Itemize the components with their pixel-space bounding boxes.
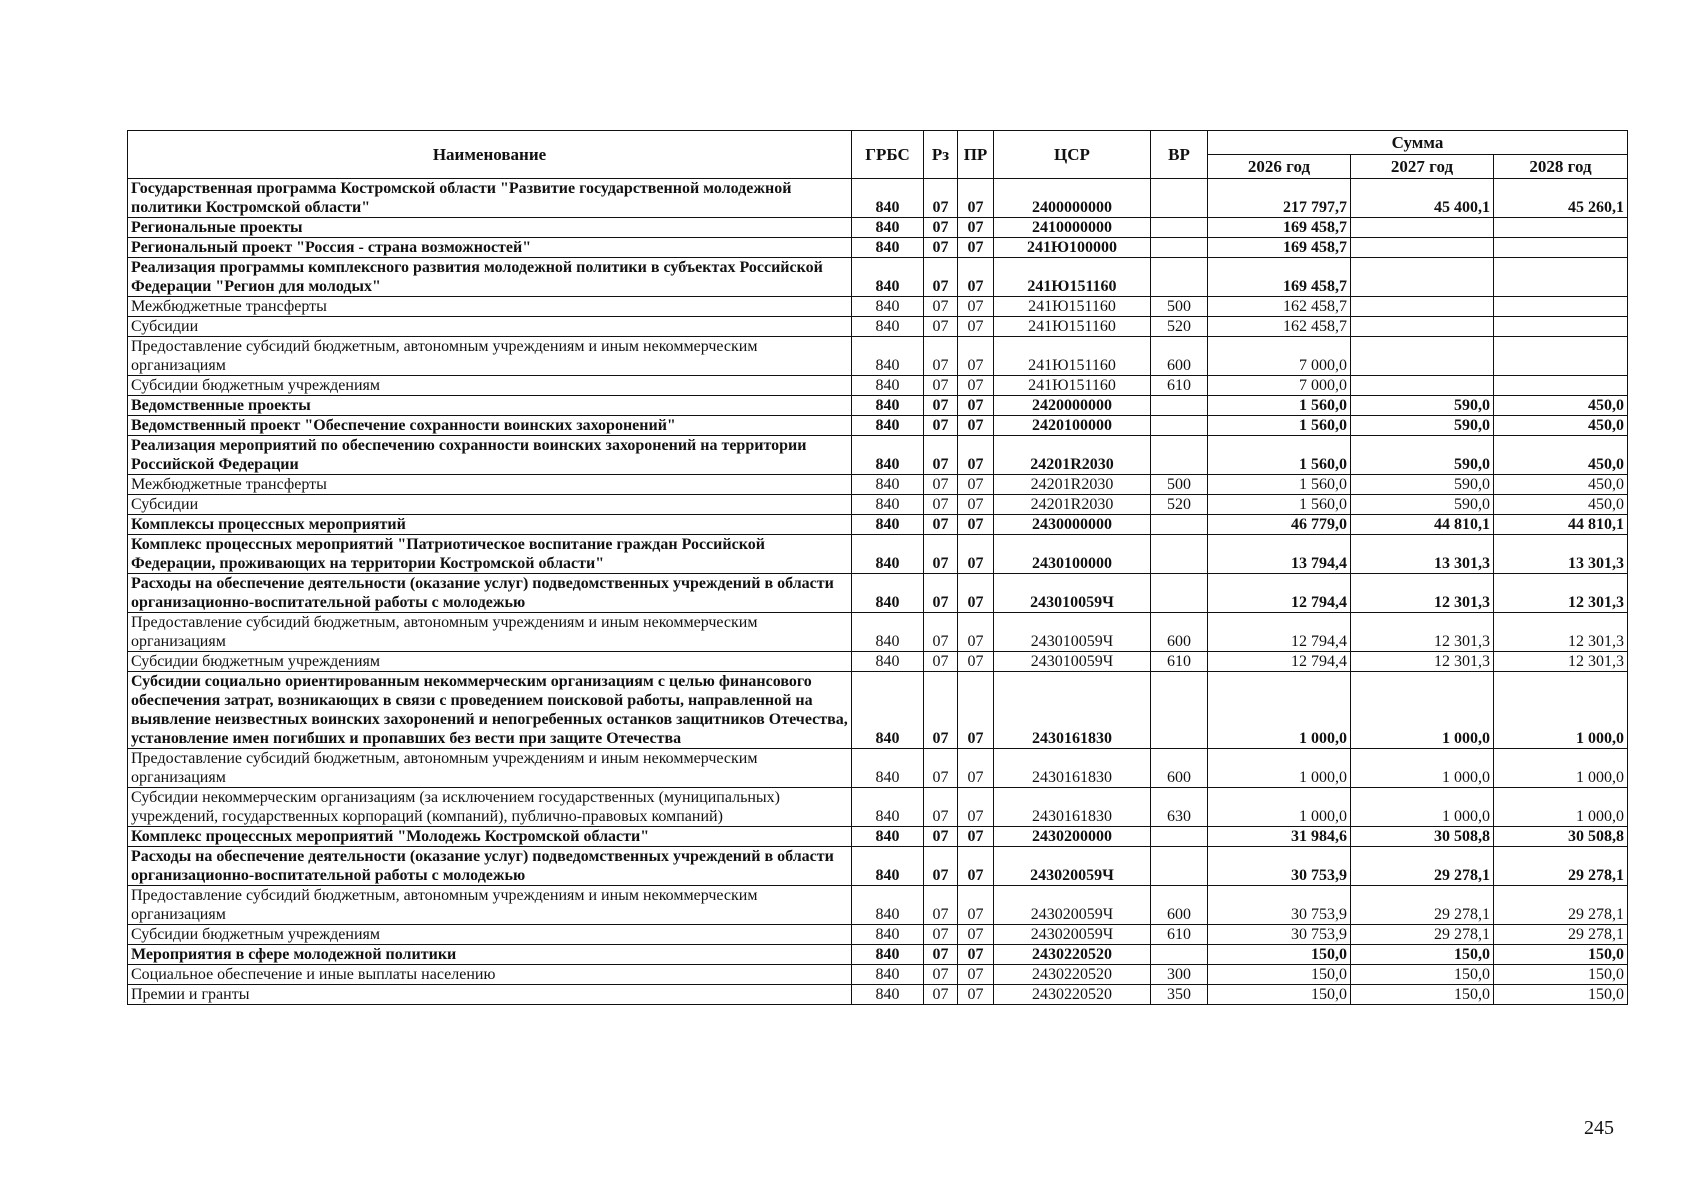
cell-sum-2026: 162 458,7 xyxy=(1208,317,1351,337)
cell-pr: 07 xyxy=(958,886,994,925)
cell-name: Межбюджетные трансферты xyxy=(128,475,852,495)
header-year-2027: 2027 год xyxy=(1351,155,1494,179)
cell-vr: 600 xyxy=(1151,886,1208,925)
cell-pr: 07 xyxy=(958,652,994,672)
table-row xyxy=(128,436,1628,475)
cell-sum-2027: 29 278,1 xyxy=(1351,886,1494,925)
cell-rz: 07 xyxy=(924,179,958,218)
cell-sum-2027: 1 000,0 xyxy=(1351,749,1494,788)
cell-csr: 24201R2030 xyxy=(994,475,1151,495)
cell-vr xyxy=(1151,847,1208,886)
cell-sum-2028: 450,0 xyxy=(1494,436,1628,475)
cell-grbs: 840 xyxy=(852,376,924,396)
cell-name: Комплекс процессных мероприятий "Патриотическое воспитание граждан Российской Федерации, проживающих на территории Костромской области" xyxy=(128,535,852,574)
table-row xyxy=(128,652,1628,672)
cell-name: Комплекс процессных мероприятий "Молодежь Костромской области" xyxy=(128,827,852,847)
cell-vr: 520 xyxy=(1151,495,1208,515)
cell-sum-2028: 450,0 xyxy=(1494,396,1628,416)
cell-sum-2026: 1 560,0 xyxy=(1208,495,1351,515)
cell-sum-2027 xyxy=(1351,337,1494,376)
table-row xyxy=(128,396,1628,416)
cell-pr: 07 xyxy=(958,613,994,652)
cell-rz: 07 xyxy=(924,258,958,297)
cell-rz: 07 xyxy=(924,749,958,788)
cell-sum-2027: 13 301,3 xyxy=(1351,535,1494,574)
table-body xyxy=(128,179,1628,1005)
cell-sum-2028: 44 810,1 xyxy=(1494,515,1628,535)
cell-pr: 07 xyxy=(958,965,994,985)
cell-pr: 07 xyxy=(958,179,994,218)
cell-sum-2026: 169 458,7 xyxy=(1208,258,1351,297)
cell-pr: 07 xyxy=(958,945,994,965)
table-row xyxy=(128,535,1628,574)
cell-name: Предоставление субсидий бюджетным, автономным учреждениям и иным некоммерческим организациям xyxy=(128,749,852,788)
cell-rz: 07 xyxy=(924,886,958,925)
cell-vr xyxy=(1151,827,1208,847)
cell-name: Субсидии социально ориентированным некоммерческим организациям с целью финансового обеспечения затрат, возникающих в связи с проведением поисковой работы, направленной на выявление неизвестных воинских захоронений и непогребенных останков защитников Отечества, установление имен погибших и пропавших без вести при защите Отечества xyxy=(128,672,852,749)
cell-grbs: 840 xyxy=(852,886,924,925)
cell-vr: 610 xyxy=(1151,376,1208,396)
cell-grbs: 840 xyxy=(852,238,924,258)
cell-sum-2026: 169 458,7 xyxy=(1208,218,1351,238)
cell-csr: 2430220520 xyxy=(994,985,1151,1005)
cell-sum-2027: 150,0 xyxy=(1351,945,1494,965)
cell-name: Ведомственный проект "Обеспечение сохранности воинских захоронений" xyxy=(128,416,852,436)
cell-rz: 07 xyxy=(924,218,958,238)
cell-sum-2027: 590,0 xyxy=(1351,495,1494,515)
cell-vr: 600 xyxy=(1151,613,1208,652)
cell-pr: 07 xyxy=(958,475,994,495)
cell-rz: 07 xyxy=(924,613,958,652)
cell-grbs: 840 xyxy=(852,672,924,749)
cell-sum-2027: 29 278,1 xyxy=(1351,925,1494,945)
cell-rz: 07 xyxy=(924,376,958,396)
cell-sum-2026: 1 000,0 xyxy=(1208,788,1351,827)
cell-sum-2026: 12 794,4 xyxy=(1208,652,1351,672)
cell-vr xyxy=(1151,574,1208,613)
cell-rz: 07 xyxy=(924,475,958,495)
table-row xyxy=(128,218,1628,238)
cell-vr xyxy=(1151,396,1208,416)
cell-vr xyxy=(1151,179,1208,218)
cell-pr: 07 xyxy=(958,535,994,574)
cell-sum-2026: 46 779,0 xyxy=(1208,515,1351,535)
cell-name: Субсидии некоммерческим организациям (за исключением государственных (муниципальных) учреждений, государственных корпораций (компаний), публично-правовых компаний) xyxy=(128,788,852,827)
cell-rz: 07 xyxy=(924,788,958,827)
cell-sum-2028: 29 278,1 xyxy=(1494,925,1628,945)
cell-csr: 243010059Ч xyxy=(994,574,1151,613)
cell-sum-2028: 12 301,3 xyxy=(1494,652,1628,672)
cell-pr: 07 xyxy=(958,985,994,1005)
cell-name: Реализация мероприятий по обеспечению сохранности воинских захоронений на территории Российской Федерации xyxy=(128,436,852,475)
table-row xyxy=(128,965,1628,985)
cell-vr xyxy=(1151,238,1208,258)
cell-sum-2028: 450,0 xyxy=(1494,416,1628,436)
cell-vr xyxy=(1151,436,1208,475)
cell-name: Ведомственные проекты xyxy=(128,396,852,416)
cell-sum-2026: 30 753,9 xyxy=(1208,847,1351,886)
cell-vr: 600 xyxy=(1151,337,1208,376)
cell-grbs: 840 xyxy=(852,847,924,886)
table-row xyxy=(128,945,1628,965)
table-row xyxy=(128,613,1628,652)
table-row xyxy=(128,925,1628,945)
cell-csr: 241Ю151160 xyxy=(994,258,1151,297)
cell-vr: 350 xyxy=(1151,985,1208,1005)
cell-csr: 243020059Ч xyxy=(994,925,1151,945)
cell-sum-2026: 162 458,7 xyxy=(1208,297,1351,317)
cell-sum-2027: 590,0 xyxy=(1351,475,1494,495)
cell-sum-2026: 1 560,0 xyxy=(1208,416,1351,436)
table-row xyxy=(128,179,1628,218)
cell-sum-2027: 150,0 xyxy=(1351,965,1494,985)
cell-sum-2026: 12 794,4 xyxy=(1208,613,1351,652)
cell-vr xyxy=(1151,258,1208,297)
cell-csr: 2430161830 xyxy=(994,749,1151,788)
table-row xyxy=(128,337,1628,376)
cell-sum-2028 xyxy=(1494,238,1628,258)
cell-sum-2027: 1 000,0 xyxy=(1351,788,1494,827)
cell-csr: 2410000000 xyxy=(994,218,1151,238)
cell-csr: 2430220520 xyxy=(994,945,1151,965)
cell-sum-2028: 1 000,0 xyxy=(1494,749,1628,788)
cell-grbs: 840 xyxy=(852,945,924,965)
cell-pr: 07 xyxy=(958,574,994,613)
cell-csr: 2420000000 xyxy=(994,396,1151,416)
cell-name: Субсидии бюджетным учреждениям xyxy=(128,652,852,672)
cell-vr xyxy=(1151,945,1208,965)
cell-sum-2027: 590,0 xyxy=(1351,396,1494,416)
cell-grbs: 840 xyxy=(852,297,924,317)
cell-pr: 07 xyxy=(958,218,994,238)
cell-grbs: 840 xyxy=(852,925,924,945)
cell-sum-2028: 12 301,3 xyxy=(1494,574,1628,613)
table-row xyxy=(128,886,1628,925)
cell-grbs: 840 xyxy=(852,535,924,574)
cell-csr: 2400000000 xyxy=(994,179,1151,218)
cell-sum-2028: 1 000,0 xyxy=(1494,672,1628,749)
cell-csr: 241Ю151160 xyxy=(994,317,1151,337)
cell-csr: 241Ю100000 xyxy=(994,238,1151,258)
cell-rz: 07 xyxy=(924,945,958,965)
table-row xyxy=(128,238,1628,258)
page-number: 245 xyxy=(1584,1117,1614,1139)
cell-vr xyxy=(1151,515,1208,535)
cell-csr: 2430161830 xyxy=(994,672,1151,749)
cell-sum-2026: 150,0 xyxy=(1208,965,1351,985)
cell-csr: 2420100000 xyxy=(994,416,1151,436)
cell-sum-2028: 13 301,3 xyxy=(1494,535,1628,574)
cell-sum-2026: 150,0 xyxy=(1208,945,1351,965)
table-row xyxy=(128,515,1628,535)
cell-name: Государственная программа Костромской области "Развитие государственной молодежной политики Костромской области" xyxy=(128,179,852,218)
cell-sum-2028: 29 278,1 xyxy=(1494,847,1628,886)
cell-rz: 07 xyxy=(924,847,958,886)
cell-grbs: 840 xyxy=(852,985,924,1005)
cell-grbs: 840 xyxy=(852,317,924,337)
cell-pr: 07 xyxy=(958,749,994,788)
cell-name: Предоставление субсидий бюджетным, автономным учреждениям и иным некоммерческим организациям xyxy=(128,886,852,925)
cell-sum-2028 xyxy=(1494,317,1628,337)
cell-sum-2027: 590,0 xyxy=(1351,416,1494,436)
cell-sum-2027 xyxy=(1351,317,1494,337)
cell-vr xyxy=(1151,672,1208,749)
cell-sum-2027: 150,0 xyxy=(1351,985,1494,1005)
cell-sum-2026: 7 000,0 xyxy=(1208,376,1351,396)
cell-sum-2028 xyxy=(1494,376,1628,396)
cell-vr: 600 xyxy=(1151,749,1208,788)
cell-rz: 07 xyxy=(924,827,958,847)
cell-csr: 243020059Ч xyxy=(994,847,1151,886)
cell-sum-2028: 30 508,8 xyxy=(1494,827,1628,847)
cell-grbs: 840 xyxy=(852,574,924,613)
cell-pr: 07 xyxy=(958,925,994,945)
cell-pr: 07 xyxy=(958,436,994,475)
cell-rz: 07 xyxy=(924,925,958,945)
table-row xyxy=(128,574,1628,613)
cell-grbs: 840 xyxy=(852,416,924,436)
cell-sum-2028: 1 000,0 xyxy=(1494,788,1628,827)
cell-csr: 241Ю151160 xyxy=(994,337,1151,376)
cell-name: Субсидии бюджетным учреждениям xyxy=(128,376,852,396)
cell-grbs: 840 xyxy=(852,613,924,652)
cell-sum-2026: 217 797,7 xyxy=(1208,179,1351,218)
cell-sum-2026: 30 753,9 xyxy=(1208,925,1351,945)
cell-name: Расходы на обеспечение деятельности (оказание услуг) подведомственных учреждений в области организационно-воспитательной работы с молодежью xyxy=(128,574,852,613)
cell-rz: 07 xyxy=(924,515,958,535)
cell-grbs: 840 xyxy=(852,965,924,985)
cell-rz: 07 xyxy=(924,297,958,317)
cell-sum-2028: 150,0 xyxy=(1494,945,1628,965)
cell-csr: 243010059Ч xyxy=(994,613,1151,652)
cell-vr xyxy=(1151,218,1208,238)
cell-name: Региональный проект "Россия - страна возможностей" xyxy=(128,238,852,258)
cell-rz: 07 xyxy=(924,965,958,985)
table-row xyxy=(128,317,1628,337)
cell-grbs: 840 xyxy=(852,436,924,475)
cell-sum-2027: 29 278,1 xyxy=(1351,847,1494,886)
cell-pr: 07 xyxy=(958,317,994,337)
cell-pr: 07 xyxy=(958,847,994,886)
cell-sum-2028: 450,0 xyxy=(1494,495,1628,515)
cell-sum-2028 xyxy=(1494,258,1628,297)
cell-name: Предоставление субсидий бюджетным, автономным учреждениям и иным некоммерческим организациям xyxy=(128,337,852,376)
cell-sum-2028: 150,0 xyxy=(1494,965,1628,985)
table-row xyxy=(128,827,1628,847)
cell-name: Субсидии бюджетным учреждениям xyxy=(128,925,852,945)
cell-vr xyxy=(1151,416,1208,436)
cell-rz: 07 xyxy=(924,535,958,574)
table-row xyxy=(128,297,1628,317)
cell-name: Премии и гранты xyxy=(128,985,852,1005)
cell-grbs: 840 xyxy=(852,218,924,238)
cell-grbs: 840 xyxy=(852,495,924,515)
cell-csr: 2430000000 xyxy=(994,515,1151,535)
cell-rz: 07 xyxy=(924,985,958,1005)
cell-sum-2027: 30 508,8 xyxy=(1351,827,1494,847)
cell-sum-2026: 1 560,0 xyxy=(1208,396,1351,416)
cell-sum-2028 xyxy=(1494,297,1628,317)
cell-vr: 500 xyxy=(1151,297,1208,317)
cell-grbs: 840 xyxy=(852,827,924,847)
table-row xyxy=(128,475,1628,495)
cell-vr: 300 xyxy=(1151,965,1208,985)
cell-grbs: 840 xyxy=(852,652,924,672)
cell-sum-2026: 169 458,7 xyxy=(1208,238,1351,258)
cell-pr: 07 xyxy=(958,396,994,416)
cell-csr: 2430161830 xyxy=(994,788,1151,827)
cell-pr: 07 xyxy=(958,238,994,258)
header-name: Наименование xyxy=(128,131,852,179)
cell-grbs: 840 xyxy=(852,258,924,297)
cell-sum-2028: 12 301,3 xyxy=(1494,613,1628,652)
header-sum: Сумма xyxy=(1208,131,1628,155)
cell-sum-2027 xyxy=(1351,238,1494,258)
cell-rz: 07 xyxy=(924,495,958,515)
header-vr: ВР xyxy=(1151,131,1208,179)
header-rz: Рз xyxy=(924,131,958,179)
cell-csr: 243010059Ч xyxy=(994,652,1151,672)
cell-pr: 07 xyxy=(958,297,994,317)
cell-rz: 07 xyxy=(924,337,958,376)
cell-vr: 500 xyxy=(1151,475,1208,495)
cell-pr: 07 xyxy=(958,337,994,376)
cell-sum-2027 xyxy=(1351,218,1494,238)
cell-pr: 07 xyxy=(958,672,994,749)
table-row xyxy=(128,847,1628,886)
cell-pr: 07 xyxy=(958,258,994,297)
cell-name: Расходы на обеспечение деятельности (оказание услуг) подведомственных учреждений в области организационно-воспитательной работы с молодежью xyxy=(128,847,852,886)
cell-sum-2028: 450,0 xyxy=(1494,475,1628,495)
cell-sum-2027: 12 301,3 xyxy=(1351,574,1494,613)
cell-csr: 2430220520 xyxy=(994,965,1151,985)
table-row xyxy=(128,672,1628,749)
cell-rz: 07 xyxy=(924,574,958,613)
cell-csr: 24201R2030 xyxy=(994,436,1151,475)
table-header xyxy=(128,131,1628,179)
cell-rz: 07 xyxy=(924,416,958,436)
table-row xyxy=(128,416,1628,436)
budget-table xyxy=(127,130,1628,1005)
cell-name: Комплексы процессных мероприятий xyxy=(128,515,852,535)
cell-csr: 241Ю151160 xyxy=(994,376,1151,396)
cell-name: Межбюджетные трансферты xyxy=(128,297,852,317)
cell-pr: 07 xyxy=(958,827,994,847)
cell-vr: 520 xyxy=(1151,317,1208,337)
cell-grbs: 840 xyxy=(852,475,924,495)
cell-vr: 630 xyxy=(1151,788,1208,827)
cell-sum-2026: 150,0 xyxy=(1208,985,1351,1005)
cell-vr: 610 xyxy=(1151,652,1208,672)
cell-grbs: 840 xyxy=(852,179,924,218)
table-row xyxy=(128,495,1628,515)
cell-sum-2028 xyxy=(1494,218,1628,238)
cell-vr: 610 xyxy=(1151,925,1208,945)
cell-name: Реализация программы комплексного развития молодежной политики в субъектах Российской Федерации "Регион для молодых" xyxy=(128,258,852,297)
cell-sum-2026: 12 794,4 xyxy=(1208,574,1351,613)
cell-rz: 07 xyxy=(924,652,958,672)
cell-sum-2027: 45 400,1 xyxy=(1351,179,1494,218)
cell-grbs: 840 xyxy=(852,396,924,416)
cell-rz: 07 xyxy=(924,396,958,416)
header-grbs: ГРБС xyxy=(852,131,924,179)
cell-sum-2026: 31 984,6 xyxy=(1208,827,1351,847)
cell-sum-2027: 590,0 xyxy=(1351,436,1494,475)
cell-pr: 07 xyxy=(958,495,994,515)
table-row xyxy=(128,376,1628,396)
cell-sum-2027: 12 301,3 xyxy=(1351,652,1494,672)
cell-grbs: 840 xyxy=(852,788,924,827)
table-row xyxy=(128,749,1628,788)
cell-pr: 07 xyxy=(958,788,994,827)
cell-rz: 07 xyxy=(924,436,958,475)
cell-sum-2027: 1 000,0 xyxy=(1351,672,1494,749)
cell-sum-2028: 150,0 xyxy=(1494,985,1628,1005)
cell-pr: 07 xyxy=(958,515,994,535)
cell-sum-2026: 1 000,0 xyxy=(1208,749,1351,788)
cell-csr: 2430100000 xyxy=(994,535,1151,574)
table-row xyxy=(128,985,1628,1005)
cell-name: Субсидии xyxy=(128,317,852,337)
cell-grbs: 840 xyxy=(852,337,924,376)
cell-sum-2026: 30 753,9 xyxy=(1208,886,1351,925)
cell-sum-2026: 7 000,0 xyxy=(1208,337,1351,376)
cell-sum-2028: 45 260,1 xyxy=(1494,179,1628,218)
cell-name: Субсидии xyxy=(128,495,852,515)
cell-pr: 07 xyxy=(958,416,994,436)
cell-csr: 243020059Ч xyxy=(994,886,1151,925)
cell-sum-2027: 12 301,3 xyxy=(1351,613,1494,652)
cell-sum-2026: 1 560,0 xyxy=(1208,436,1351,475)
cell-rz: 07 xyxy=(924,317,958,337)
header-year-2026: 2026 год xyxy=(1208,155,1351,179)
cell-sum-2026: 1 000,0 xyxy=(1208,672,1351,749)
cell-sum-2028 xyxy=(1494,337,1628,376)
cell-pr: 07 xyxy=(958,376,994,396)
cell-sum-2026: 1 560,0 xyxy=(1208,475,1351,495)
cell-sum-2027 xyxy=(1351,258,1494,297)
cell-sum-2027 xyxy=(1351,297,1494,317)
cell-csr: 2430200000 xyxy=(994,827,1151,847)
cell-sum-2028: 29 278,1 xyxy=(1494,886,1628,925)
cell-vr xyxy=(1151,535,1208,574)
cell-csr: 241Ю151160 xyxy=(994,297,1151,317)
cell-name: Социальное обеспечение и иные выплаты населению xyxy=(128,965,852,985)
cell-name: Предоставление субсидий бюджетным, автономным учреждениям и иным некоммерческим организациям xyxy=(128,613,852,652)
cell-name: Региональные проекты xyxy=(128,218,852,238)
cell-sum-2027: 44 810,1 xyxy=(1351,515,1494,535)
cell-sum-2027 xyxy=(1351,376,1494,396)
cell-name: Мероприятия в сфере молодежной политики xyxy=(128,945,852,965)
cell-rz: 07 xyxy=(924,238,958,258)
cell-grbs: 840 xyxy=(852,749,924,788)
table-row xyxy=(128,788,1628,827)
cell-csr: 24201R2030 xyxy=(994,495,1151,515)
header-pr: ПР xyxy=(958,131,994,179)
header-csr: ЦСР xyxy=(994,131,1151,179)
table-row xyxy=(128,258,1628,297)
cell-rz: 07 xyxy=(924,672,958,749)
cell-sum-2026: 13 794,4 xyxy=(1208,535,1351,574)
header-year-2028: 2028 год xyxy=(1494,155,1628,179)
cell-grbs: 840 xyxy=(852,515,924,535)
